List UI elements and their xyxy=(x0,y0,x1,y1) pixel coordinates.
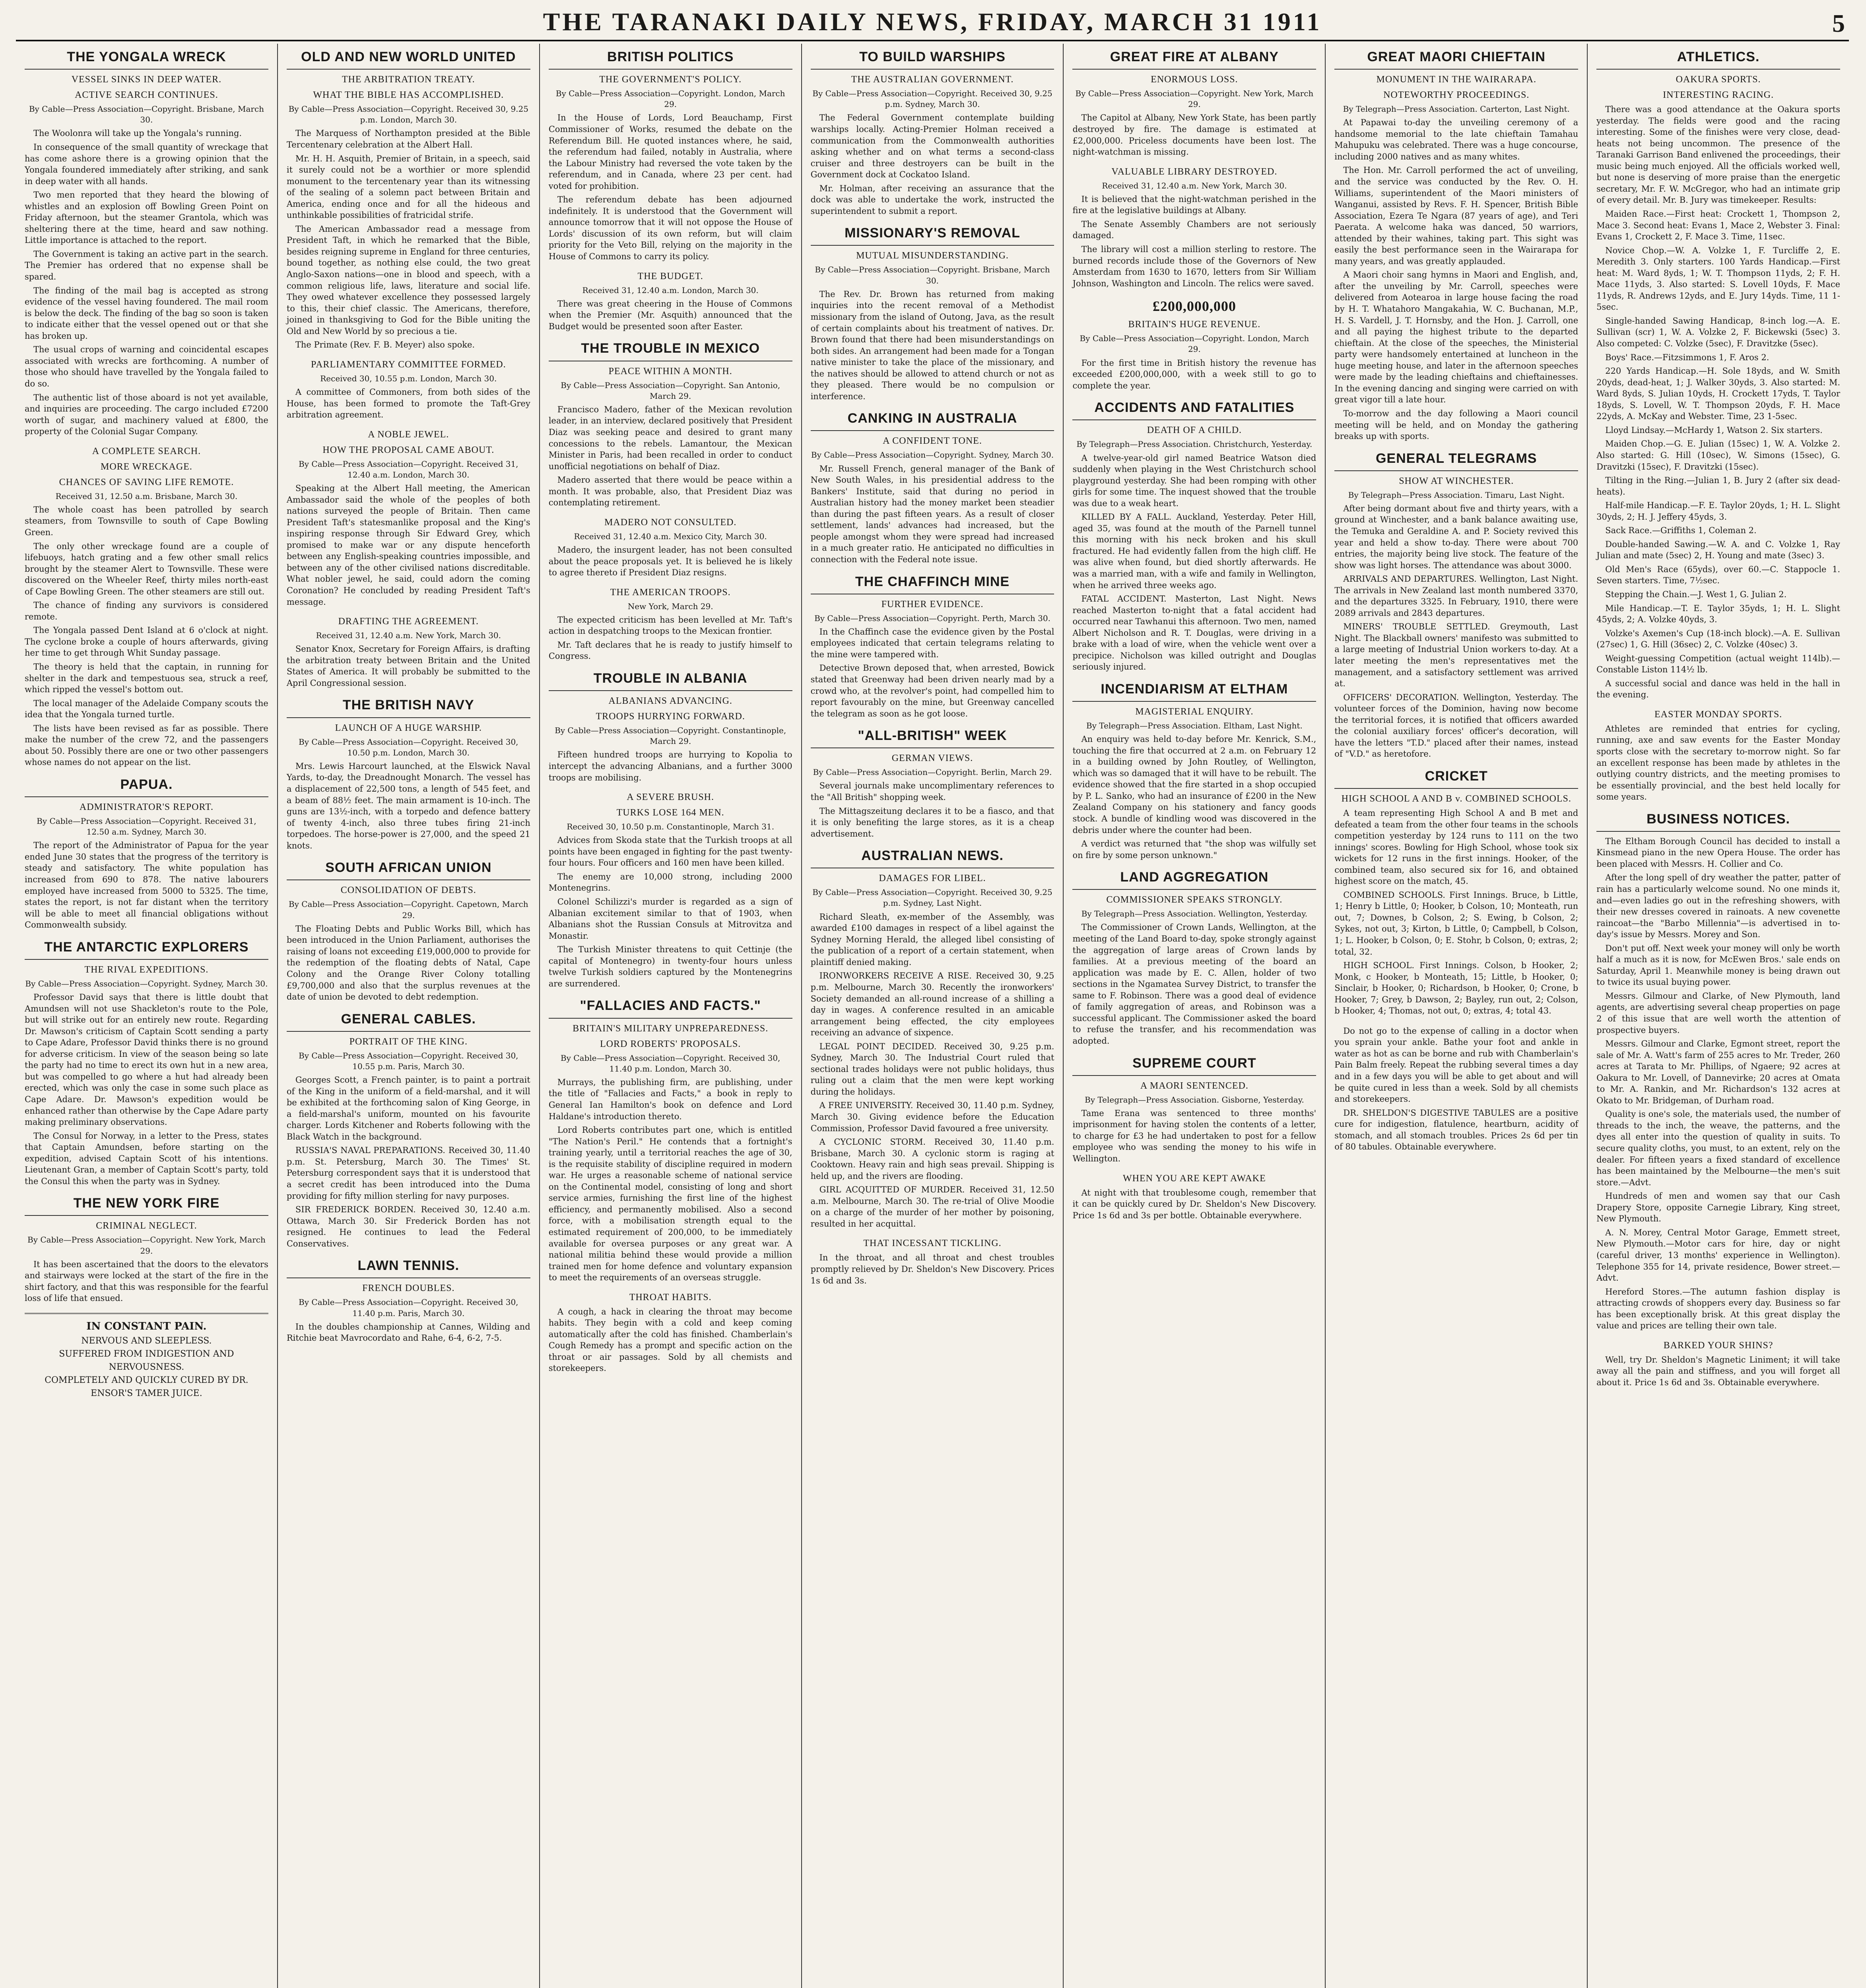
article-paragraph: Hereford Stores.—The autumn fashion display is attracting crowds of shoppers every day. Business so far has been exceptionally brisk. At this great display the value and prices are telling their own tale. xyxy=(1596,1287,1841,1331)
article xyxy=(1334,451,1578,760)
article-paragraph: The Government is taking an active part in the search. The Premier has ordered that no expense shall be spared. xyxy=(25,249,268,282)
article-paragraph: The Mittagszeitung declares it to be a fiasco, and that it is only benefiting the large stores, as it is a cheap advertisement. xyxy=(810,806,1054,839)
article xyxy=(287,616,530,689)
article-paragraph: The Federal Government contemplate building warships locally. Acting-Premier Holman received a communication from the Commonwealth authorities asking whether and on what terms a second-class cruiser and three destroyers can be built in the Government dock at Cockatoo Island. xyxy=(810,113,1054,180)
article-paragraph: In the Chaffinch case the evidence given by the Postal employees indicated that certain telegrams relating to the mine were tampered with. xyxy=(810,627,1054,659)
article-paragraph: Richard Sleath, ex-member of the Assembly, was awarded £100 damages in respect of a libel against the Sydney Morning Herald, the alleged libel consisting of the publication of a report of a certain statement, when plaintiff denied making. xyxy=(810,912,1054,967)
article-paragraph: The Primate (Rev. F. B. Meyer) also spoke. xyxy=(295,340,475,350)
article-dateline: By Telegraph—Press Association. Gisborne, Yesterday. xyxy=(1085,1095,1304,1105)
article-subhead: DRAFTING THE AGREEMENT. xyxy=(338,616,479,627)
article-paragraph: Tilting in the Ring.—Julian 1, B. Jury 2 (after six dead-heats). xyxy=(1596,476,1841,497)
article-paragraph: Mr. H. H. Asquith, Premier of Britain, in a speech, said it surely could not be a worthier or more splendid monument to the tercentenary year than its witnessing of the sealing of a solemn pact between Britain and America, ending once and for all the hideous and unthinkable possibilities of fratricidal strife. xyxy=(286,153,530,220)
article-paragraph: ARRIVALS AND DEPARTURES. Wellington, Last Night. The arrivals in New Zealand last month numbered 3370, and the departures 3325. In February, 1910, there were 2089 arrivals and 2843 departures. xyxy=(1334,574,1579,618)
article-paragraph: Two men reported that they heard the blowing of whistles and an explosion off Bowling Green Point on Friday afternoon, but the steamer Grantola, which was sheltering there at the time, heard and saw nothing. Little importance is attached to the report. xyxy=(25,190,268,245)
article-subhead: THE ARBITRATION TREATY. xyxy=(342,74,475,85)
article-dateline: By Cable—Press Association—Copyright. Received 30, 11.40 p.m. Paris, March 30. xyxy=(299,1297,518,1318)
article-paragraph: Tame Erana was sentenced to three months' imprisonment for having stolen the contents of a letter, to charge for £3 he had undertaken to post for a fellow employee who was sending the money to his wife in Wellington. xyxy=(1072,1108,1316,1163)
article-paragraph: RUSSIA'S NAVAL PREPARATIONS. Received 30, 11.40 p.m. St. Petersburg, March 30. The Times' St. Petersburg correspondent says that it is understood that a secret credit has been introduced into the Duma providing for fifty million sterling for navy purposes. xyxy=(286,1145,530,1201)
article xyxy=(549,341,792,508)
article-paragraph: In the House of Lords, Lord Beauchamp, First Commissioner of Works, resumed the debate on the Referendum Bill. He quoted instances where, he said, the referendum had failed, notably in Australia, where the Labour Ministry had reversed the vote taken by the referendum, and in Canada, where 23 per cent. had voted for prohibition. xyxy=(548,113,792,191)
news-column xyxy=(1326,44,1588,1988)
article-paragraph: For the first time in British history the revenue has exceeded £200,000,000, with a week still to go to complete the year. xyxy=(1072,358,1316,390)
article xyxy=(811,1238,1054,1286)
article-paragraph: The expected criticism has been levelled at Mr. Taft's action in despatching troops to the Mexican frontier. xyxy=(548,615,792,636)
article-paragraph: A Maori choir sang hymns in Maori and English, and, after the unveiling by Mr. Carroll, speeches were delivered from Aotearoa in large house facing the road by H. T. Whatahoro Mangakahia, W. C. Buchanan, M.P., H. S. Vardell, J. T. Hornsby, and the Hon. J. Carroll, one and all paying the highest tribute to the departed chieftain. At the close of the speeches, the Ministerial party were handsomely entertained at luncheon in the huge meeting house, and later in the afternoon speeches were made by the leading chieftains and chieftainesses. In the evening dancing and singing were carried on with great vigor till a late hour. xyxy=(1334,270,1579,405)
article-paragraph: The referendum debate has been adjourned indefinitely. It is understood that the Government will announce tomorrow that it will not oppose the House of Lords' discussion of its own reform, but will claim priority for the Veto Bill, relying on the majority in the House of Commons to carry its policy. xyxy=(548,195,792,262)
article-headline: "FALLACIES AND FACTS." xyxy=(549,998,792,1018)
article-headline: ACCIDENTS AND FATALITIES xyxy=(1072,400,1316,420)
article-paragraph: A successful social and dance was held in the hall in the evening. xyxy=(1596,678,1841,700)
article xyxy=(549,271,792,332)
article-subhead: THE BUDGET. xyxy=(637,271,703,282)
article-paragraph: Half-mile Handicap.—F. E. Taylor 20yds, 1; H. L. Slight 30yds, 2; H. J. Jeffery 45yds, 3. xyxy=(1596,501,1841,522)
article-dateline: Received 30, 10.55 p.m. London, March 30. xyxy=(320,373,497,383)
article-subhead: FRENCH DOUBLES. xyxy=(362,1283,455,1294)
article xyxy=(1596,709,1840,803)
article-dateline: By Cable—Press Association—Copyright. Berlin, March 29. xyxy=(813,767,1052,777)
article xyxy=(25,1196,268,1304)
article-paragraph: There was great cheering in the House of Commons when the Premier (Mr. Asquith) announced that the Budget would be presented soon after Easter. xyxy=(548,299,792,331)
article-headline: CANKING IN AUSTRALIA xyxy=(811,411,1054,431)
article-subhead: TROOPS HURRYING FORWARD. xyxy=(596,711,745,722)
article-subhead: HOW THE PROPOSAL CAME ABOUT. xyxy=(322,445,495,455)
article-subhead: LAUNCH OF A HUGE WARSHIP. xyxy=(335,722,482,733)
article-dateline: By Cable—Press Association—Copyright. London, March 29. xyxy=(555,89,785,109)
article-headline: GREAT MAORI CHIEFTAIN xyxy=(1334,49,1578,70)
article-paragraph: Colonel Schilizzi's murder is regarded as a sign of Albanian excitement similar to that of 1903, when Albanians shot the Russian Consuls at Mitrovitza and Monastir. xyxy=(548,897,792,941)
article-subhead: MUTUAL MISUNDERSTANDING. xyxy=(856,250,1009,261)
article-paragraph: A cough, a hack in clearing the throat may become habits. They begin with a cold and keep coming automatically after the cold has finished. Chamberlain's Cough Remedy has a prompt and specific action on the throat or air passages. Sold by all chemists and storekeepers. xyxy=(548,1307,792,1373)
article-paragraph: There was a good attendance at the Oakura sports yesterday. The fields were good and the racing interesting. Some of the finishes were very close, dead-heats not being uncommon. The presence of the Taranaki Garrison Band enlivened the proceedings, their music being much enjoyed. All the officials worked well, but none is deserving of more praise than the energetic secretary, Mr. F. W. McGregor, who had an intimate grip of every detail. Mr. B. Jury was timekeeper. Results: xyxy=(1596,105,1841,205)
article-subhead: THE AMERICAN TROOPS. xyxy=(610,587,731,598)
article-dateline: Received 31, 12.40 a.m. New York, March 30. xyxy=(1102,181,1287,190)
article-subhead: ACTIVE SEARCH CONTINUES. xyxy=(75,90,218,101)
article-paragraph: Boys' Race.—Fitzsimmons 1, F. Aros 2. xyxy=(1605,352,1769,362)
article-paragraph: The Consul for Norway, in a letter to the Press, states that Captain Amundsen, before starting on the expedition, advised Captain Scott of his intentions. Lieutenant Gran, a member of Captain Scott's party, told the Consul this when the party was in Sydney. xyxy=(25,1131,268,1186)
article-dateline: By Cable—Press Association—Copyright. Perth, March 30. xyxy=(814,613,1050,623)
article-dateline: Received 31, 12.40 a.m. New York, March 30. xyxy=(316,631,501,641)
article xyxy=(287,359,530,421)
article-subhead: PARLIAMENTARY COMMITTEE FORMED. xyxy=(311,359,506,370)
article xyxy=(25,777,268,931)
article-paragraph: The Rev. Dr. Brown has returned from making inquiries into the recent removal of a Methodist missionary from the island of Outong, Java, as the result of certain complaints about his treatment of natives. Dr. Brown found that there had been misunderstandings on both sides. An arrangement had been made for a Tongan native minister to take the place of the missionary, and the natives should be allowed to attend church or not as they pleased. There would be no compulsion or interference. xyxy=(810,289,1054,401)
article xyxy=(25,49,268,437)
article-paragraph: Stepping the Chain.—J. West 1, G. Julian 2. xyxy=(1605,589,1787,599)
article-paragraph: Mr. Taft declares that he is ready to justify himself to Congress. xyxy=(548,640,792,661)
advertisement-line: NERVOUS AND SLEEPLESS. xyxy=(81,1336,212,1346)
newspaper-title: THE TARANAKI DAILY NEWS, FRIDAY, MARCH 31 1911 xyxy=(543,8,1322,36)
article-paragraph: OFFICERS' DECORATION. Wellington, Yesterday. The volunteer forces of the Dominion, having now become the territorial forces, it is notified that officers awarded the colonial auxiliary forces' officer's decoration, will have the letters "T.D." placed after their names, instead of "V.D." as heretofore. xyxy=(1334,692,1579,759)
article-paragraph: Novice Chop.—W. A. Volzke 1, F. Turcliffe 2, E. Meredith 3. Only starters. 100 Yards Handicap.—First heat: M. Ward 8yds, 1; W. T. Thompson 11yds, 2; F. H. Mace 11yds, 3. Also started: S. Lovell 10yds, F. Mace 11yds, R. Andrews 12yds, and E. Jury 14yds. Time, 11 1-5sec. xyxy=(1596,245,1841,312)
article-paragraph: The local manager of the Adelaide Company scouts the idea that the Yongala turned turtle. xyxy=(25,698,268,720)
article-headline: THE NEW YORK FIRE xyxy=(25,1196,268,1216)
article-headline: PAPUA. xyxy=(25,777,268,797)
article-dateline: By Cable—Press Association—Copyright. Received 30, 10.50 p.m. London, March 30. xyxy=(299,737,518,757)
article-dateline: New York, March 29. xyxy=(627,601,713,611)
article-paragraph: GIRL ACQUITTED OF MURDER. Received 31, 12.50 a.m. Melbourne, March 30. The re-trial of Olive Moodie on a charge of the murder of her mother by poisoning, resulted in her acquittal. xyxy=(810,1185,1054,1229)
article-paragraph: Quality is one's sole, the materials used, the number of threads to the inch, the weave, the patterns, and the dyes all enter into the question of quality in suits. To secure quality cloths, you must, to an extent, rely on the dealer. For fifteen years a fixed standard of excellence has been maintained by the Melbourne—the men's suit store.—Advt. xyxy=(1596,1109,1841,1187)
article-paragraph: The Capitol at Albany, New York State, has been partly destroyed by fire. The damage is estimated at £2,000,000. Priceless documents have been lost. The night-watchman is missing. xyxy=(1072,113,1316,157)
article-subhead: NOTEWORTHY PROCEEDINGS. xyxy=(1383,90,1530,101)
article-subhead: VALUABLE LIBRARY DESTROYED. xyxy=(1111,166,1278,177)
article-paragraph: Senator Knox, Secretary for Foreign Affairs, is drafting the arbitration treaty between Britain and the United States of America. It will probably be submitted to the April Congressional session. xyxy=(286,644,530,688)
article-subhead: LORD ROBERTS' PROPOSALS. xyxy=(600,1039,741,1049)
article-paragraph: DR. SHELDON'S DIGESTIVE TABULES are a positive cure for indigestion, flatulence, heartburn, acidity of stomach, and all stomach troubles. Prices 2s 6d per tin of 80 tabules. Obtainable everywhere. xyxy=(1334,1108,1579,1152)
article-headline: THE CHAFFINCH MINE xyxy=(811,574,1054,594)
article-headline: GENERAL CABLES. xyxy=(287,1011,530,1032)
article-paragraph: The Commissioner of Crown Lands, Wellington, at the meeting of the Land Board to-day, spoke strongly against the aggregation of large areas of Crown lands by families. At a previous meeting of the board an application was made by E. C. Allen, holder of two sections in the Ngamatea Survey District, to transfer the same to F. Robinson. There was a good deal of evidence of family aggregation of areas, and Robinson was a successful applicant. The Commissioner asked the board to refuse the transfer, and his recommendation was adopted. xyxy=(1072,922,1316,1046)
article-dateline: By Cable—Press Association—Copyright. New York, March 29. xyxy=(1075,89,1314,109)
article-paragraph: Madero, the insurgent leader, has not been consulted about the peace proposals yet. It is believed he is likely to agree thereto if President Diaz resigns. xyxy=(548,545,792,578)
article xyxy=(287,1011,530,1250)
article-subhead: A MAORI SENTENCED. xyxy=(1140,1080,1249,1091)
article-subhead: MONUMENT IN THE WAIRARAPA. xyxy=(1376,74,1536,85)
article-paragraph: COMBINED SCHOOLS. First Innings. Bruce, b Little, 1; Henry b Little, 0; Hooker, b Colson, 10; Monteath, run out, 7; Downes, b Colson, 2; S. Ewing, b Colson, 2; Sykes, not out, 3; Kirton, b Little, 0; Campbell, b Colson, 1; L. Hooker, b Colson, 0; E. Stohr, b Colson, 0; extras, 2; total, 32. xyxy=(1334,890,1579,957)
article-paragraph: Mr. Russell French, general manager of the Bank of New South Wales, in his presidential address to the Bankers' Institute, said that during no period in Australian history had the money market been steadier than during the past fifteen years. As a result of closer settlement, lands' advances had increased, but the people amongst whom they were spread had increased in a much greater ratio. He anticipated no difficulties in connection with the Federal note issue. xyxy=(810,464,1054,564)
article-dateline: By Cable—Press Association—Copyright. Brisbane, March 30. xyxy=(29,104,264,125)
article-subhead: TURKS LOSE 164 MEN. xyxy=(616,808,724,818)
article-paragraph: MINERS' TROUBLE SETTLED. Greymouth, Last Night. The Blackball owners' manifesto was submitted to a large meeting of Industrial Union workers to-day. At a later meeting the men's representatives met the management, and a satisfactory settlement was arrived at. xyxy=(1334,622,1579,689)
news-column xyxy=(802,44,1064,1988)
article xyxy=(1596,1340,1840,1388)
article xyxy=(287,860,530,1002)
article-paragraph: It has been ascertained that the doors to the elevators and stairways were locked at the start of the fire in the shirt factory, and that this was responsible for the fearful loss of life that ensued. xyxy=(25,1259,268,1303)
article-paragraph: Weight-guessing Competition (actual weight 114lb).—Constable Liston 114½ lb. xyxy=(1596,653,1841,675)
article-paragraph: A committee of Commoners, from both sides of the House, has been formed to promote the Taft-Grey arbitration agreement. xyxy=(286,387,530,420)
article-subhead: CONSOLIDATION OF DEBTS. xyxy=(340,885,476,896)
news-column xyxy=(278,44,540,1988)
article-paragraph: A FREE UNIVERSITY. Received 30, 11.40 p.m. Sydney, March 30. Giving evidence before the Education Commission, Professor David favoured a free university. xyxy=(810,1101,1054,1133)
article-dateline: Received 30, 10.50 p.m. Constantinople, March 31. xyxy=(567,822,775,832)
article-paragraph: A twelve-year-old girl named Beatrice Watson died suddenly when playing in the West Christchurch school playground yesterday. She had been romping with other girls for some time. The inquest showed that the trouble was due to a weak heart. xyxy=(1072,453,1316,508)
news-column xyxy=(16,44,278,1988)
article-paragraph: The library will cost a million sterling to restore. The burned records include those of the Governors of New Amsterdam from 1630 to 1670, letters from Sir William Johnson, Washington and Lincoln. The relics were saved. xyxy=(1072,245,1316,288)
article-dateline: By Cable—Press Association—Copyright. San Antonio, March 29. xyxy=(561,380,781,401)
article-dateline: By Cable—Press Association—Copyright. Received 30, 11.40 p.m. London, March 30. xyxy=(560,1053,781,1074)
article-paragraph: Athletes are reminded that entries for cycling, running, axe and saw events for the Easter Monday sports close with the secretary to-morrow night. So far an excellent response has been made by athletes in the outlying country districts, and the meeting promises to be essentially provincial, and the best held locally for some years. xyxy=(1596,724,1841,802)
article xyxy=(1334,769,1578,1017)
article-subhead: A COMPLETE SEARCH. xyxy=(92,446,201,456)
article-paragraph: The Turkish Minister threatens to quit Cettinje (the capital of Montenegro) in twenty-four hours unless twelve Turkish soldiers captured by the Montenegrins are surrendered. xyxy=(548,945,792,988)
article-subhead: VESSEL SINKS IN DEEP WATER. xyxy=(71,74,222,85)
article-subhead: MAGISTERIAL ENQUIRY. xyxy=(1135,707,1254,717)
article-subhead: A SEVERE BRUSH. xyxy=(627,792,714,803)
article-paragraph: Fifteen hundred troops are hurrying to Kopolia to intercept the advancing Albanians, and a further 3000 troops are mobilising. xyxy=(548,750,792,782)
article-paragraph: 220 Yards Handicap.—H. Sole 18yds, and W. Smith 20yds, dead-heat, 1; J. Walker 30yds, 3. Also started: M. Ward 8yds, S. Julian 10yds, H. Crockett 17yds, T. Taylor 18yds, S. Lovell, W. T. Thompson 20yds, F. H. Mace 22yds, A. McKay and Webster. Time, 23 1-5sec. xyxy=(1596,366,1841,421)
article-paragraph: Lloyd Lindsay.—McHardy 1, Watson 2. Six starters. xyxy=(1605,425,1823,435)
news-column xyxy=(1064,44,1326,1988)
article-headline: TO BUILD WARSHIPS xyxy=(811,49,1054,70)
article xyxy=(1072,298,1316,391)
article-paragraph: The Hon. Mr. Carroll performed the act of unveiling, and the service was conducted by the Rev. O. H. Williams, superintendent of the Maori ministers of Wanganui, assisted by Revs. F. H. Spencer, British Bible Association, Ezera Te Ngara (87 years of age), and Teri Paerata. A welcome haka was danced, 50 warriors, attended by their wahines, taking part. This sight was easily the best performance seen in the Wairarapa for many years, and was greatly applauded. xyxy=(1334,165,1579,266)
article-paragraph: The report of the Administrator of Papua for the year ended June 30 states that the progress of the territory is steady and satisfactory. The white population has increased from 690 to 878. The native labourers employed have increased from 5000 to 5325. The time, states the report, is not far distant when the territory will be able to meet all financial obligations without Commonwealth subsidy. xyxy=(25,841,268,930)
article-headline: "ALL-BRITISH" WEEK xyxy=(811,728,1054,748)
article-paragraph: Lord Roberts contributes part one, which is entitled "The Nation's Peril." He contends that a fortnight's training yearly, until a territorial reaches the age of 30, is the requisite stability of discipline required in modern war. He urges a reasonable scheme of national service on the Continental model, consisting of long and short service armies, furnishing the first line of the highest efficiency, and permanently mobilised. Also a second force, with a mobilisation strength equal to the estimated requirement of 200,000, to be immediately available for oversea purposes or any great war. A national militia behind these would provide a million trained men for home defence and voluntary expansion to meet the requirements of an overseas struggle. xyxy=(548,1125,792,1283)
article xyxy=(287,429,530,608)
article-paragraph: The theory is held that the captain, in running for shelter in the dark and tempestuous sea, struck a reef, which ripped the vessel's bottom out. xyxy=(25,662,268,695)
article-subhead: BRITAIN'S MILITARY UNPREPAREDNESS. xyxy=(573,1023,769,1034)
news-column xyxy=(1588,44,1849,1988)
article-paragraph: Speaking at the Albert Hall meeting, the American Ambassador said the whole of the peoples of both nations surveyed the people of Britain. Then came President Taft's statesmanlike proposal and the King's inspiring response through Sir Edward Grey, which promised to make war or any dispute henceforth between any English-speaking countries impossible, and between any of the other civilised nations discreditable. What nobler jewel, he said, could adorn the coming Coronation? He concluded by reading President Taft's message. xyxy=(286,483,530,607)
article xyxy=(811,574,1054,720)
article-subhead: THAT INCESSANT TICKLING. xyxy=(863,1238,1002,1249)
article-subhead: THE AUSTRALIAN GOVERNMENT. xyxy=(851,74,1014,85)
article-subhead: ADMINISTRATOR'S REPORT. xyxy=(79,802,214,812)
article-paragraph: Hundreds of men and women say that our Cash Drapery Store, opposite Carnegie Library, King street, New Plymouth. xyxy=(1596,1191,1841,1224)
article-subhead: HIGH SCHOOL A AND B v. COMBINED SCHOOLS. xyxy=(1341,794,1571,804)
article xyxy=(1072,1173,1316,1221)
article-headline: SOUTH AFRICAN UNION xyxy=(287,860,530,880)
article-headline: MISSIONARY'S REMOVAL xyxy=(811,225,1054,246)
article-dateline: By Cable—Press Association—Copyright. London, March 29. xyxy=(1080,334,1309,354)
article xyxy=(549,792,792,989)
article-subhead: CRIMINAL NEGLECT. xyxy=(96,1221,197,1231)
article-paragraph: Advices from Skoda state that the Turkish troops at all points have been engaged in fighting for the past twenty-four hours. Four officers and 160 men have been killed. xyxy=(548,835,792,868)
article-paragraph: A. N. Morey, Central Motor Garage, Emmett street, New Plymouth.—Motor cars for hire, day or night (careful driver, 13 months' experience in Wellington). Telephone 355 for 14, private residence, Bower street.—Advt. xyxy=(1596,1227,1841,1283)
article-paragraph: In the doubles championship at Cannes, Wilding and Ritchie beat Mavrocordato and Rahe, 6-4, 6-2, 7-5. xyxy=(286,1322,530,1343)
article-paragraph: Single-handed Sawing Handicap, 8-inch log.—A. E. Sullivan (scr) 1, W. A. Volzke 2, F. Bickewski (5sec) 3. Also competed: C. Volzke (5sec), F. Dravitzke (5sec). xyxy=(1596,316,1841,349)
article-paragraph: Maiden Race.—First heat: Crockett 1, Thompson 2, Mace 3. Second heat: Evans 1, Mace 2, Webster 3. Final: Evans 1, Crockett 2, F. Mace 3. Time, 11sec. xyxy=(1596,209,1841,242)
article-subhead: MADERO NOT CONSULTED. xyxy=(604,517,737,528)
article-subhead: CHANCES OF SAVING LIFE REMOTE. xyxy=(59,477,234,487)
article-paragraph: The Marquess of Northampton presided at the Bible Tercentenary celebration at the Albert Hall. xyxy=(286,128,530,150)
article-paragraph: Mr. Holman, after receiving an assurance that the dock was able to undertake the work, instructed the superintendent to submit a report. xyxy=(810,183,1054,216)
article-subhead: BARKED YOUR SHINS? xyxy=(1663,1340,1773,1351)
article-paragraph: The finding of the mail bag is accepted as strong evidence of the vessel having foundered. The mail room is below the deck. The finding of the bag so soon is taken to indicate either that the vessel opened out or that she has broken up. xyxy=(25,285,268,341)
article-paragraph: The Woolonra will take up the Yongala's running. xyxy=(33,128,242,138)
article-subhead: DEATH OF A CHILD. xyxy=(1147,425,1242,436)
article-subhead: PORTRAIT OF THE KING. xyxy=(349,1036,468,1047)
article-dateline: By Cable—Press Association—Copyright. Received 31, 12.40 a.m. London, March 30. xyxy=(299,459,518,480)
article-headline: TROUBLE IN ALBANIA xyxy=(549,671,792,691)
article-paragraph: Mile Handicap.—T. E. Taylor 35yds, 1; H. L. Slight 45yds, 2; A. Volzke 40yds, 3. xyxy=(1596,603,1841,625)
article-dateline: By Cable—Press Association—Copyright. Sydney, March 30. xyxy=(811,450,1054,460)
article-paragraph: SIR FREDERICK BORDEN. Received 30, 12.40 a.m. Ottawa, March 30. Sir Frederick Borden has not resigned. He continues to lead the Federal Conservatives. xyxy=(286,1205,530,1248)
article xyxy=(1072,400,1316,673)
article-paragraph: The enemy are 10,000 strong, including 2000 Montenegrins. xyxy=(548,872,792,893)
article xyxy=(287,49,530,351)
article-paragraph: The only other wreckage found are a couple of lifebuoys, hatch grating and a few other small relics brought by the steamer Alert to Townsville. These were discovered on the Wheeler Reef, thirty miles north-east of Cape Bowling Green. The other steamers are still out. xyxy=(25,541,268,596)
article xyxy=(811,225,1054,402)
article-headline: LAWN TENNIS. xyxy=(287,1258,530,1278)
article-subhead: A CONFIDENT TONE. xyxy=(883,436,982,447)
article-paragraph: The whole coast has been patrolled by search steamers, from Townsville to south of Cape Bowling Green. xyxy=(25,505,268,537)
article xyxy=(25,446,268,768)
article-dateline: By Cable—Press Association—Copyright. Received 30, 9.25 p.m. Sydney, Last Night. xyxy=(812,887,1052,908)
article-paragraph: Several journals make uncomplimentary references to the "All British" shopping week. xyxy=(810,781,1054,802)
article-paragraph: Volzke's Axemen's Cup (18-inch block).—A. E. Sullivan (27sec) 1, G. Hill (36sec) 2, C. Volzke (40sec) 3. xyxy=(1596,628,1841,650)
article-dateline: By Telegraph—Press Association. Wellington, Yesterday. xyxy=(1081,909,1308,919)
news-column xyxy=(540,44,802,1988)
article-paragraph: Detective Brown deposed that, when arrested, Bowick stated that Greenway had been driven nearly mad by a crowd who, at the revolver's point, had compelled him to report favourably on the mine, but Greenway cancelled the telegram as soon as he got loose. xyxy=(810,663,1054,718)
article-paragraph: The Eltham Borough Council has decided to install a Kinsmead piano in the new Opera House. The order has been placed with Messrs. H. Collier and Co. xyxy=(1596,836,1841,869)
article-paragraph: The Senate Assembly Chambers are not seriously damaged. xyxy=(1072,219,1316,241)
article-paragraph: Maiden Chop.—G. E. Julian (15sec) 1, W. A. Volzke 2. Also started: G. Hill (10sec), W. Simons (15sec), G. Dravitzki (15sec), F. Dravitzki (15sec). xyxy=(1596,439,1841,472)
article-dateline: By Cable—Press Association—Copyright. Brisbane, March 30. xyxy=(815,265,1050,285)
article-paragraph: Murrays, the publishing firm, are publishing, under the title of "Fallacies and Facts," a book in reply to General Ian Hamilton's book on defence and Lord Haldane's introduction thereto. xyxy=(548,1077,792,1121)
article xyxy=(549,998,792,1283)
article-headline: INCENDIARISM AT ELTHAM xyxy=(1072,681,1316,702)
article-paragraph: At Papawai to-day the unveiling ceremony of a handsome memorial to the late chieftain Tamahau Mahupuku was celebrated. There was a huge concourse, including 2000 natives and as many whites. xyxy=(1334,118,1579,161)
article-paragraph: Mrs. Lewis Harcourt launched, at the Elswick Naval Yards, to-day, the Dreadnought Monarch. The vessel has a displacement of 22,500 tons, a length of 545 feet, and a beam of 88½ feet. The main armament is 10-inch. The guns are 13½-inch, with a torpedo and defence battery of twenty 4-inch, also three tubes firing 21-inch torpedoes. The horse-power is 27,000, and the speed 21 knots. xyxy=(286,761,530,850)
article-subhead: MORE WRECKAGE. xyxy=(100,461,192,472)
article-dateline: Received 31, 12.40 a.m. Mexico City, March 30. xyxy=(574,531,767,541)
article xyxy=(1596,812,1840,1332)
article-dateline: By Telegraph—Press Association. Carterton, Last Night. xyxy=(1343,104,1570,114)
article-subhead: INTERESTING RACING. xyxy=(1663,90,1774,101)
article-paragraph: The American Ambassador read a message from President Taft, in which he remarked that the Bible, besides reigning supreme in England for three centuries, bound together, as nothing else could, the two great Anglo-Saxon nations—one in blood and speech, with a common religious life, laws, literature and social life. They owed whatever excellence they possessed largely to this, their chief classic. The Americans, therefore, joined in thanksgiving to God for the Bible uniting the Old and New World by so precious a tie. xyxy=(286,224,530,336)
article-dateline: By Telegraph—Press Association. Christchurch, Yesterday. xyxy=(1076,439,1313,449)
article-headline: BRITISH POLITICS xyxy=(549,49,792,70)
article-paragraph: KILLED BY A FALL. Auckland, Yesterday. Peter Hill, aged 35, was found at the mouth of the Parnell tunnel this morning with his neck broken and his skull fractured. He had evidently fallen from the high cliff. He was alive when found, but died shortly afterwards. He was a married man, with a wife and family in Wellington, when he arrived three weeks ago. xyxy=(1072,512,1316,590)
article-headline: OLD AND NEW WORLD UNITED xyxy=(287,49,530,70)
article-headline: AUSTRALIAN NEWS. xyxy=(811,848,1054,868)
article xyxy=(1596,49,1840,701)
article-subhead: COMMISSIONER SPEAKS STRONGLY. xyxy=(1106,895,1283,905)
advertisement-line: IN CONSTANT PAIN. xyxy=(86,1320,207,1332)
article-subhead: DAMAGES FOR LIBEL. xyxy=(879,873,986,884)
article-headline: SUPREME COURT xyxy=(1072,1056,1316,1076)
article-dateline: Received 31, 12.40 a.m. London, March 30. xyxy=(582,285,759,295)
article-dateline: Received 31, 12.50 a.m. Brisbane, March 30. xyxy=(55,491,238,501)
article-subhead: THE RIVAL EXPEDITIONS. xyxy=(84,964,209,975)
article-paragraph: The lists have been revised as far as possible. There make the number of the crew 72, and the passengers about 50. Possibly there are one or two other passengers whose names do not appear on the list. xyxy=(25,723,268,767)
article-subhead: GERMAN VIEWS. xyxy=(891,753,973,764)
article-paragraph: Double-handed Sawing.—W. A. and C. Volzke 1, Ray Julian and mate (5sec) 2, H. Young and mate (3sec) 3. xyxy=(1596,539,1841,561)
article xyxy=(811,728,1054,839)
article xyxy=(549,517,792,579)
article-paragraph: LEGAL POINT DECIDED. Received 30, 9.25 p.m. Sydney, March 30. The Industrial Court ruled that sectional trades holidays were not public holidays, thus ruling out a claim that the men were kept working during the holidays. xyxy=(810,1041,1054,1097)
article-paragraph: The usual crops of warning and coincidental escapes associated with wrecks are forthcoming. A number of those who should have travelled by the Yongala failed to do so. xyxy=(25,345,268,388)
article-subhead: WHAT THE BIBLE HAS ACCOMPLISHED. xyxy=(313,90,504,101)
article-subhead: PEACE WITHIN A MONTH. xyxy=(608,366,732,377)
article-dateline: By Telegraph—Press Association. Timaru, Last Night. xyxy=(1348,490,1565,500)
article-subhead: THE GOVERNMENT'S POLICY. xyxy=(599,74,742,85)
article-paragraph: Francisco Madero, father of the Mexican revolution leader, in an interview, declared positively that President Diaz was seeking peace and desired to grant many concessions to the rebels. Lamantour, the Mexican Minister in Paris, had been recalled in order to conduct unofficial negotiations on behalf of Diaz. xyxy=(548,404,792,471)
article-paragraph: In consequence of the small quantity of wreckage that has come ashore there is a growing opinion that the Yongala foundered immediately after striking, and sank in deep water with all hands. xyxy=(25,142,268,186)
article-subhead: ALBANIANS ADVANCING. xyxy=(608,696,732,707)
article-dateline: By Telegraph—Press Association. Eltham, Last Night. xyxy=(1086,721,1303,730)
advertisement xyxy=(25,1313,268,1400)
article xyxy=(1334,49,1578,442)
article-headline: GENERAL TELEGRAMS xyxy=(1334,451,1578,471)
article-paragraph: A CYCLONIC STORM. Received 30, 11.40 p.m. Brisbane, March 30. A cyclonic storm is raging at Cooktown. Heavy rain and high seas prevail. Shipping is held up, and the rivers are flooding. xyxy=(810,1137,1054,1181)
article-dateline: By Cable—Press Association—Copyright. Capetown, March 29. xyxy=(288,899,528,920)
article-dateline: By Cable—Press Association—Copyright. Sydney, March 30. xyxy=(25,978,268,988)
article-paragraph: Messrs. Gilmour and Clarke, Egmont street, report the sale of Mr. A. Watt's farm of 255 acres to Mr. Treder, 260 acres at Tarata to Mr. Phillips, of Ngaere; 92 acres at Oakura to Mr. Lovell, of Dannevirke; 20 acres at Omata to Mr. A. Rankin, and Mr. Richardson's 132 acres at Okato to Mr. Bridgeman, of Durham road. xyxy=(1596,1039,1841,1105)
article-paragraph: In the throat, and all throat and chest troubles promptly relieved by Dr. Sheldon's New Discovery. Prices 1s 6d and 3s. xyxy=(810,1253,1054,1285)
article xyxy=(549,587,792,662)
article xyxy=(549,1292,792,1374)
article-paragraph: The authentic list of those aboard is not yet available, and inquiries are proceeding. The cargo included £7200 worth of sugar, and machinery valued at £800, the property of the Colonial Sugar Company. xyxy=(25,392,268,437)
article xyxy=(1072,681,1316,861)
article xyxy=(811,49,1054,217)
article-paragraph: An enquiry was held to-day before Mr. Kenrick, S.M., touching the fire that occurred at 2 a.m. on February 12 in a building owned by John Routley, of Wellington, which was so damaged that it will have to be rebuilt. The evidence showed that the fire started in a shop occupied by P. L. Sanko, who had an insurance of £200 in the New Zealand Company on his stationery and fancy goods stock. A bundle of kindling wood was discovered in the debris under where the counter had been. xyxy=(1072,734,1316,835)
masthead xyxy=(16,4,1849,41)
article-paragraph: HIGH SCHOOL. First Innings. Colson, b Hooker, 2; Monk, c Hooker, b Monteath, 15; Little, b Hooker, 0; Sinclair, b Hooker, 0; Richardson, b Hooker, 0; Crone, b Hooker, 7; Grey, b Dawson, 2; Bayley, run out, 2; Colson, b Hooker, 4; Thomas, not out, 0; extras, 4; total 43. xyxy=(1334,961,1579,1016)
article-subhead: ENORMOUS LOSS. xyxy=(1151,74,1238,85)
article-subhead: EASTER MONDAY SPORTS. xyxy=(1654,709,1783,720)
article xyxy=(549,49,792,262)
article xyxy=(1072,870,1316,1046)
article-headline: LAND AGGREGATION xyxy=(1072,870,1316,890)
article-subhead: FURTHER EVIDENCE. xyxy=(881,599,984,610)
news-columns xyxy=(16,44,1849,1988)
page-number: 5 xyxy=(1832,9,1845,37)
article-headline: THE BRITISH NAVY xyxy=(287,697,530,718)
article-headline: CRICKET xyxy=(1334,769,1578,789)
article-paragraph: The Floating Debts and Public Works Bill, which has been introduced in the Union Parliament, authorises the raising of loans not exceeding £19,000,000 to provide for the redemption of the floating debts of Natal, Cape Colony and the Orange River Colony totalling £9,700,000 and also that the surplus revenues at the date of union be devoted to debt redemption. xyxy=(286,924,530,1002)
article xyxy=(287,697,530,851)
advertisement-line: COMPLETELY AND QUICKLY CURED BY DR. ENSOR'S TAMER JUICE. xyxy=(45,1375,249,1398)
article-headline: THE YONGALA WRECK xyxy=(25,49,268,70)
article xyxy=(25,940,268,1187)
article-dateline: By Cable—Press Association—Copyright. Constantinople, March 29. xyxy=(555,726,786,746)
article-dateline: By Cable—Press Association—Copyright. Received 30, 9.25 p.m. London, March 30. xyxy=(288,104,528,125)
article-paragraph: Well, try Dr. Sheldon's Magnetic Liniment; it will take away all the pain and stiffness, and you will forget all about it. Price 1s 6d and 3s. Obtainable everywhere. xyxy=(1596,1355,1841,1387)
article-subhead: BRITAIN'S HUGE REVENUE. xyxy=(1128,319,1261,330)
article-paragraph: It is believed that the night-watchman perished in the fire at the legislative buildings at Albany. xyxy=(1072,194,1316,215)
article xyxy=(1334,1025,1578,1153)
article-headline: BUSINESS NOTICES. xyxy=(1596,812,1840,832)
article-headline: ATHLETICS. xyxy=(1596,49,1840,70)
article-paragraph: Georges Scott, a French painter, is to paint a portrait of the King in the uniform of a field-marshal, and it will be exhibited at the forthcoming salon of King George, in a field-marshal's uniform, mounted on his favourite charger. Lords Kitchener and Roberts following with the Black Watch in the background. xyxy=(286,1075,530,1142)
article-dateline: By Cable—Press Association—Copyright. Received 30, 9.25 p.m. Sydney, March 30. xyxy=(812,89,1052,109)
article-paragraph: A team representing High School A and B met and defeated a team from the other four teams in the schools competition yesterday by 124 runs to 111 on the two innings' scores. Bowling for High School, whose took six wickets for 12 runs in the first innings. Hooker, of the combined team, also secured six for 16, and obtained highest score on the match, 45. xyxy=(1334,808,1579,886)
article-subhead: SHOW AT WINCHESTER. xyxy=(1399,476,1514,486)
article xyxy=(1072,167,1316,289)
article-subhead: A NOBLE JEWEL. xyxy=(368,429,449,440)
article-paragraph: Don't put off. Next week your money will only be worth half a much as it is now, for McEwen Bros.' sale ends on Saturday, April 1. Meanwhile money is being drawn out to twice its usual buying power. xyxy=(1596,943,1841,987)
article-paragraph: After the long spell of dry weather the patter, patter of rain has a particularly welcome sound. No one minds it, and—even ladies go out in the refreshing showers, with their new dresses covered in rainoats. A new covenette raincoat—the "Barbo Millennia"—is advertised in to-day's issue by Messrs. Morey and Son. xyxy=(1596,873,1841,940)
article xyxy=(287,1258,530,1344)
article-dateline: By Cable—Press Association—Copyright. Received 30, 10.55 p.m. Paris, March 30. xyxy=(299,1050,518,1071)
article-subhead: THROAT HABITS. xyxy=(629,1292,712,1303)
article-paragraph: FATAL ACCIDENT. Masterton, Last Night. News reached Masterton to-night that a fatal accident had occurred near Tawhanui this afternoon. Two men, named Albert Nicholson and R. T. Douglas, were driving in a brake with a load of wire, when the vehicle went over a precipice. Nicholson was killed outright and Douglas seriously injured. xyxy=(1072,594,1316,672)
article-subhead: WHEN YOU ARE KEPT AWAKE xyxy=(1123,1173,1266,1184)
article-paragraph: At night with that troublesome cough, remember that it can be quickly cured by Dr. Sheldon's New Discovery. Price 1s 6d and 3s per bottle. Obtainable everywhere. xyxy=(1072,1188,1316,1220)
article-paragraph: After being dormant about five and thirty years, with a ground at Winchester, and a bank balance awaiting use, the Temuka and Geraldine A. and P. Society revived this year and held a show to-day. There were about 700 entries, the majority being live stock. The feature of the show was light horses. The attendance was about 3000. xyxy=(1334,503,1579,570)
article-headline: THE TROUBLE IN MEXICO xyxy=(549,341,792,361)
article-paragraph: Do not go to the expense of calling in a doctor when you sprain your ankle. Bathe your foot and ankle in water as hot as can be borne and rub with Chamberlain's Pain Balm freely. Repeat the rubbing several times a day and in a few days you will be able to get about and will be quite cured in less than a week. Sold by all chemists and storekeepers. xyxy=(1334,1026,1579,1104)
article-headline: GREAT FIRE AT ALBANY xyxy=(1072,49,1316,70)
article-subhead: £200,000,000 xyxy=(1152,298,1236,315)
article xyxy=(1072,1056,1316,1165)
article-paragraph: Madero asserted that there would be peace within a month. It was probable, also, that President Diaz was contemplating retirement. xyxy=(548,475,792,508)
article-paragraph: Messrs. Gilmour and Clarke, of New Plymouth, land agents, are advertising several cheap properties on page 2 of this issue that are well worth the attention of prospective buyers. xyxy=(1596,991,1841,1035)
article-paragraph: The Yongala passed Dent Island at 6 o'clock at night. The cyclone broke a couple of hours afterwards, giving her time to get through Whit Sunday passage. xyxy=(25,625,268,658)
article-paragraph: Old Men's Race (65yds), over 60.—C. Stappocle 1. Seven starters. Time, 7½sec. xyxy=(1596,564,1841,586)
article xyxy=(811,411,1054,565)
article-headline: THE ANTARCTIC EXPLORERS xyxy=(25,940,268,960)
article xyxy=(549,671,792,783)
article-paragraph: Sack Race.—Griffiths 1, Coleman 2. xyxy=(1605,526,1757,536)
article-subhead: OAKURA SPORTS. xyxy=(1676,74,1761,85)
advertisement-line: SUFFERED FROM INDIGESTION AND NERVOUSNESS. xyxy=(59,1349,234,1372)
article xyxy=(1072,49,1316,158)
article-dateline: By Cable—Press Association—Copyright. New York, March 29. xyxy=(27,1235,266,1256)
article-paragraph: To-morrow and the day following a Maori council meeting will be held, and on Monday the gathering breaks up with sports. xyxy=(1334,408,1579,441)
article xyxy=(811,848,1054,1229)
article-paragraph: A verdict was returned that "the shop was wilfully set on fire by some person unknown." xyxy=(1072,839,1316,860)
article-dateline: By Cable—Press Association—Copyright. Received 31, 12.50 a.m. Sydney, March 30. xyxy=(37,816,256,837)
article-paragraph: The chance of finding any survivors is considered remote. xyxy=(25,600,268,621)
article-paragraph: IRONWORKERS RECEIVE A RISE. Received 30, 9.25 p.m. Melbourne, March 30. Recently the ironworkers' Society demanded an all-round increase of a shilling a day in wages. A conference resulted in an amicable arrangement being effected, the city employees receiving an advance of sixpence. xyxy=(810,971,1054,1038)
article-paragraph: Professor David says that there is little doubt that Amundsen will not use Shackleton's route to the Pole, but will strike out for an entirely new route. Regarding Dr. Mawson's criticism of Captain Scott sending a party to Cape Adare, Professor David thinks there is no ground for adverse criticism. In view of the season being so late the party had no time to erect its own hut in a new area, but was compelled to go where a hut had already been erected, which was only the case in some such place as Cape Adare. Dr. Mawson's expedition would be enhanced rather than otherwise by the Cape Adare party making preliminary observations. xyxy=(25,992,268,1127)
